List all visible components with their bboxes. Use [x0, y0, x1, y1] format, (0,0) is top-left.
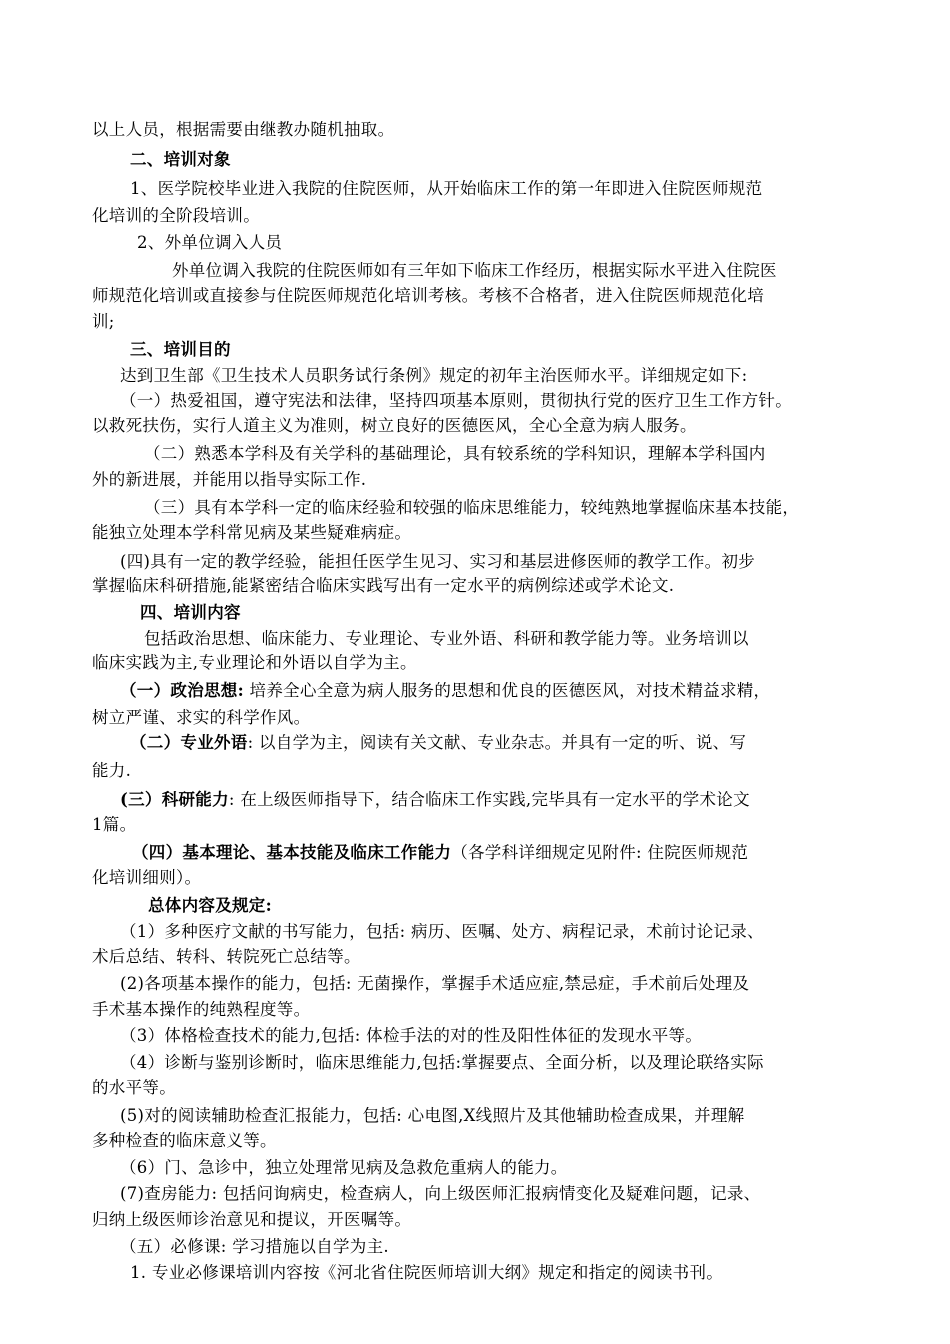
subheading-text: 培养全心全意为病人服务的思想和优良的医德医风，对技术精益求精，: [244, 681, 771, 700]
text-line: 临床实践为主,专业理论和外语以自学为主。: [92, 653, 417, 672]
text-line: [120, 788, 750, 812]
text-line: 掌握临床科研措施,能紧密结合临床实践写出有一定水平的病例综述或学术论文.: [92, 576, 675, 595]
subheading-label: (三）科研能力: [120, 790, 229, 809]
text-line: (5)对的阅读辅助检查汇报能力，包括: 心电图,X线照片及其他辅助检查成果，并理解: [120, 1106, 745, 1125]
section-heading: 四、培训内容: [140, 603, 241, 622]
text-line: (四)具有一定的教学经验，能担任医学生见习、实习和基层进修医师的教学工作。初步: [120, 552, 756, 571]
section-heading: 总体内容及规定:: [148, 896, 272, 915]
text-line: （二）熟悉本学科及有关学科的基础理论，具有较系统的学科知识，理解本学科国内: [144, 444, 766, 463]
text-line: （一）热爱祖国，遵守宪法和法律，坚持四项基本原则，贯彻执行党的医疗卫生工作方针。: [120, 391, 792, 410]
text-line: (2)各项基本操作的能力，包括: 无菌操作，掌握手术适应症,禁忌症，手术前后处理及: [120, 974, 750, 993]
section-heading: 二、培训对象: [130, 150, 231, 169]
text-line: 1. 专业必修课培训内容按《河北省住院医师培训大纲》规定和指定的阅读书刊。: [130, 1263, 724, 1282]
text-line: 化培训细则）。: [92, 868, 202, 887]
subheading-label: （一）政治思想:: [120, 681, 244, 700]
text-line: 1、医学院校毕业进入我院的住院医师，从开始临床工作的第一年即进入住院医师规范: [130, 179, 763, 198]
text-line: 归纳上级医师诊治意见和提议，开医嘱等。: [92, 1210, 412, 1229]
text-line: （3）体格检查技术的能力,包括: 体检手法的对的性及阳性体征的发现水平等。: [120, 1026, 703, 1045]
text-line: 达到卫生部《卫生技术人员职务试行条例》规定的初年主治医师水平。详细规定如下:: [120, 366, 748, 385]
text-line: （1）多种医疗文献的书写能力，包括: 病历、医嘱、处方、病程记录，术前讨论记录、: [120, 922, 764, 941]
section-heading: 三、培训目的: [130, 340, 231, 359]
text-line: （6）门、急诊中，独立处理常见病及急救危重病人的能力。: [120, 1158, 568, 1177]
text-line: 外的新进展，并能用以指导实际工作.: [92, 470, 367, 489]
text-line: 训;: [92, 312, 115, 331]
text-line: [120, 679, 770, 703]
text-line: （三）具有本学科一定的临床经验和较强的临床思维能力，较纯熟地掌握临床基本技能，: [144, 498, 800, 517]
text-line: 以救死扶伤，实行人道主义为准则，树立良好的医德医风，全心全意为病人服务。: [92, 416, 697, 435]
text-line: 以上人员，根据需要由继教办随机抽取。: [92, 120, 395, 139]
text-line: 手术基本操作的纯熟程度等。: [92, 1000, 311, 1019]
text-line: 外单位调入我院的住院医师如有三年如下临床工作经历，根据实际水平进入住院医: [172, 261, 777, 280]
text-line: 能力.: [92, 761, 132, 780]
text-line: 树立严谨、求实的科学作风。: [92, 708, 311, 727]
text-line: 术后总结、转科、转院死亡总结等。: [92, 947, 361, 966]
text-line: (7)查房能力: 包括问询病史，检查病人，向上级医师汇报病情变化及疑难问题，记录、: [120, 1184, 761, 1203]
subheading-label: （四）基本理论、基本技能及临床工作能力: [132, 843, 452, 862]
text-line: 的水平等。: [92, 1078, 176, 1097]
subheading-text: : 在上级医师指导下，结合临床工作实践,完毕具有一定水平的学术论文: [228, 790, 750, 809]
text-line: 包括政治思想、临床能力、专业理论、专业外语、科研和教学能力等。业务培训以: [144, 629, 749, 648]
text-line: 1篇。: [92, 815, 137, 834]
subheading-label: （二）专业外语: [130, 733, 248, 752]
text-line: 2、外单位调入人员: [137, 233, 283, 252]
subheading-text: : 以自学为主，阅读有关文献、专业杂志。并具有一定的听、说、写: [247, 733, 747, 752]
text-line: [132, 841, 748, 865]
text-line: （4）诊断与鉴别诊断时，临床思维能力,包括:掌握要点、全面分析，以及理论联络实际: [120, 1053, 764, 1072]
text-line: 化培训的全阶段培训。: [92, 206, 260, 225]
text-line: 多种检查的临床意义等。: [92, 1131, 277, 1150]
text-line: （五）必修课: 学习措施以自学为主.: [120, 1237, 389, 1256]
text-line: [130, 731, 746, 755]
subheading-text: （各学科详细规定见附件: 住院医师规范: [451, 843, 749, 862]
text-line: 能独立处理本学科常见病及某些疑难病症。: [92, 523, 412, 542]
text-line: 师规范化培训或直接参与住院医师规范化培训考核。考核不合格者，进入住院医师规范化培: [92, 286, 764, 305]
